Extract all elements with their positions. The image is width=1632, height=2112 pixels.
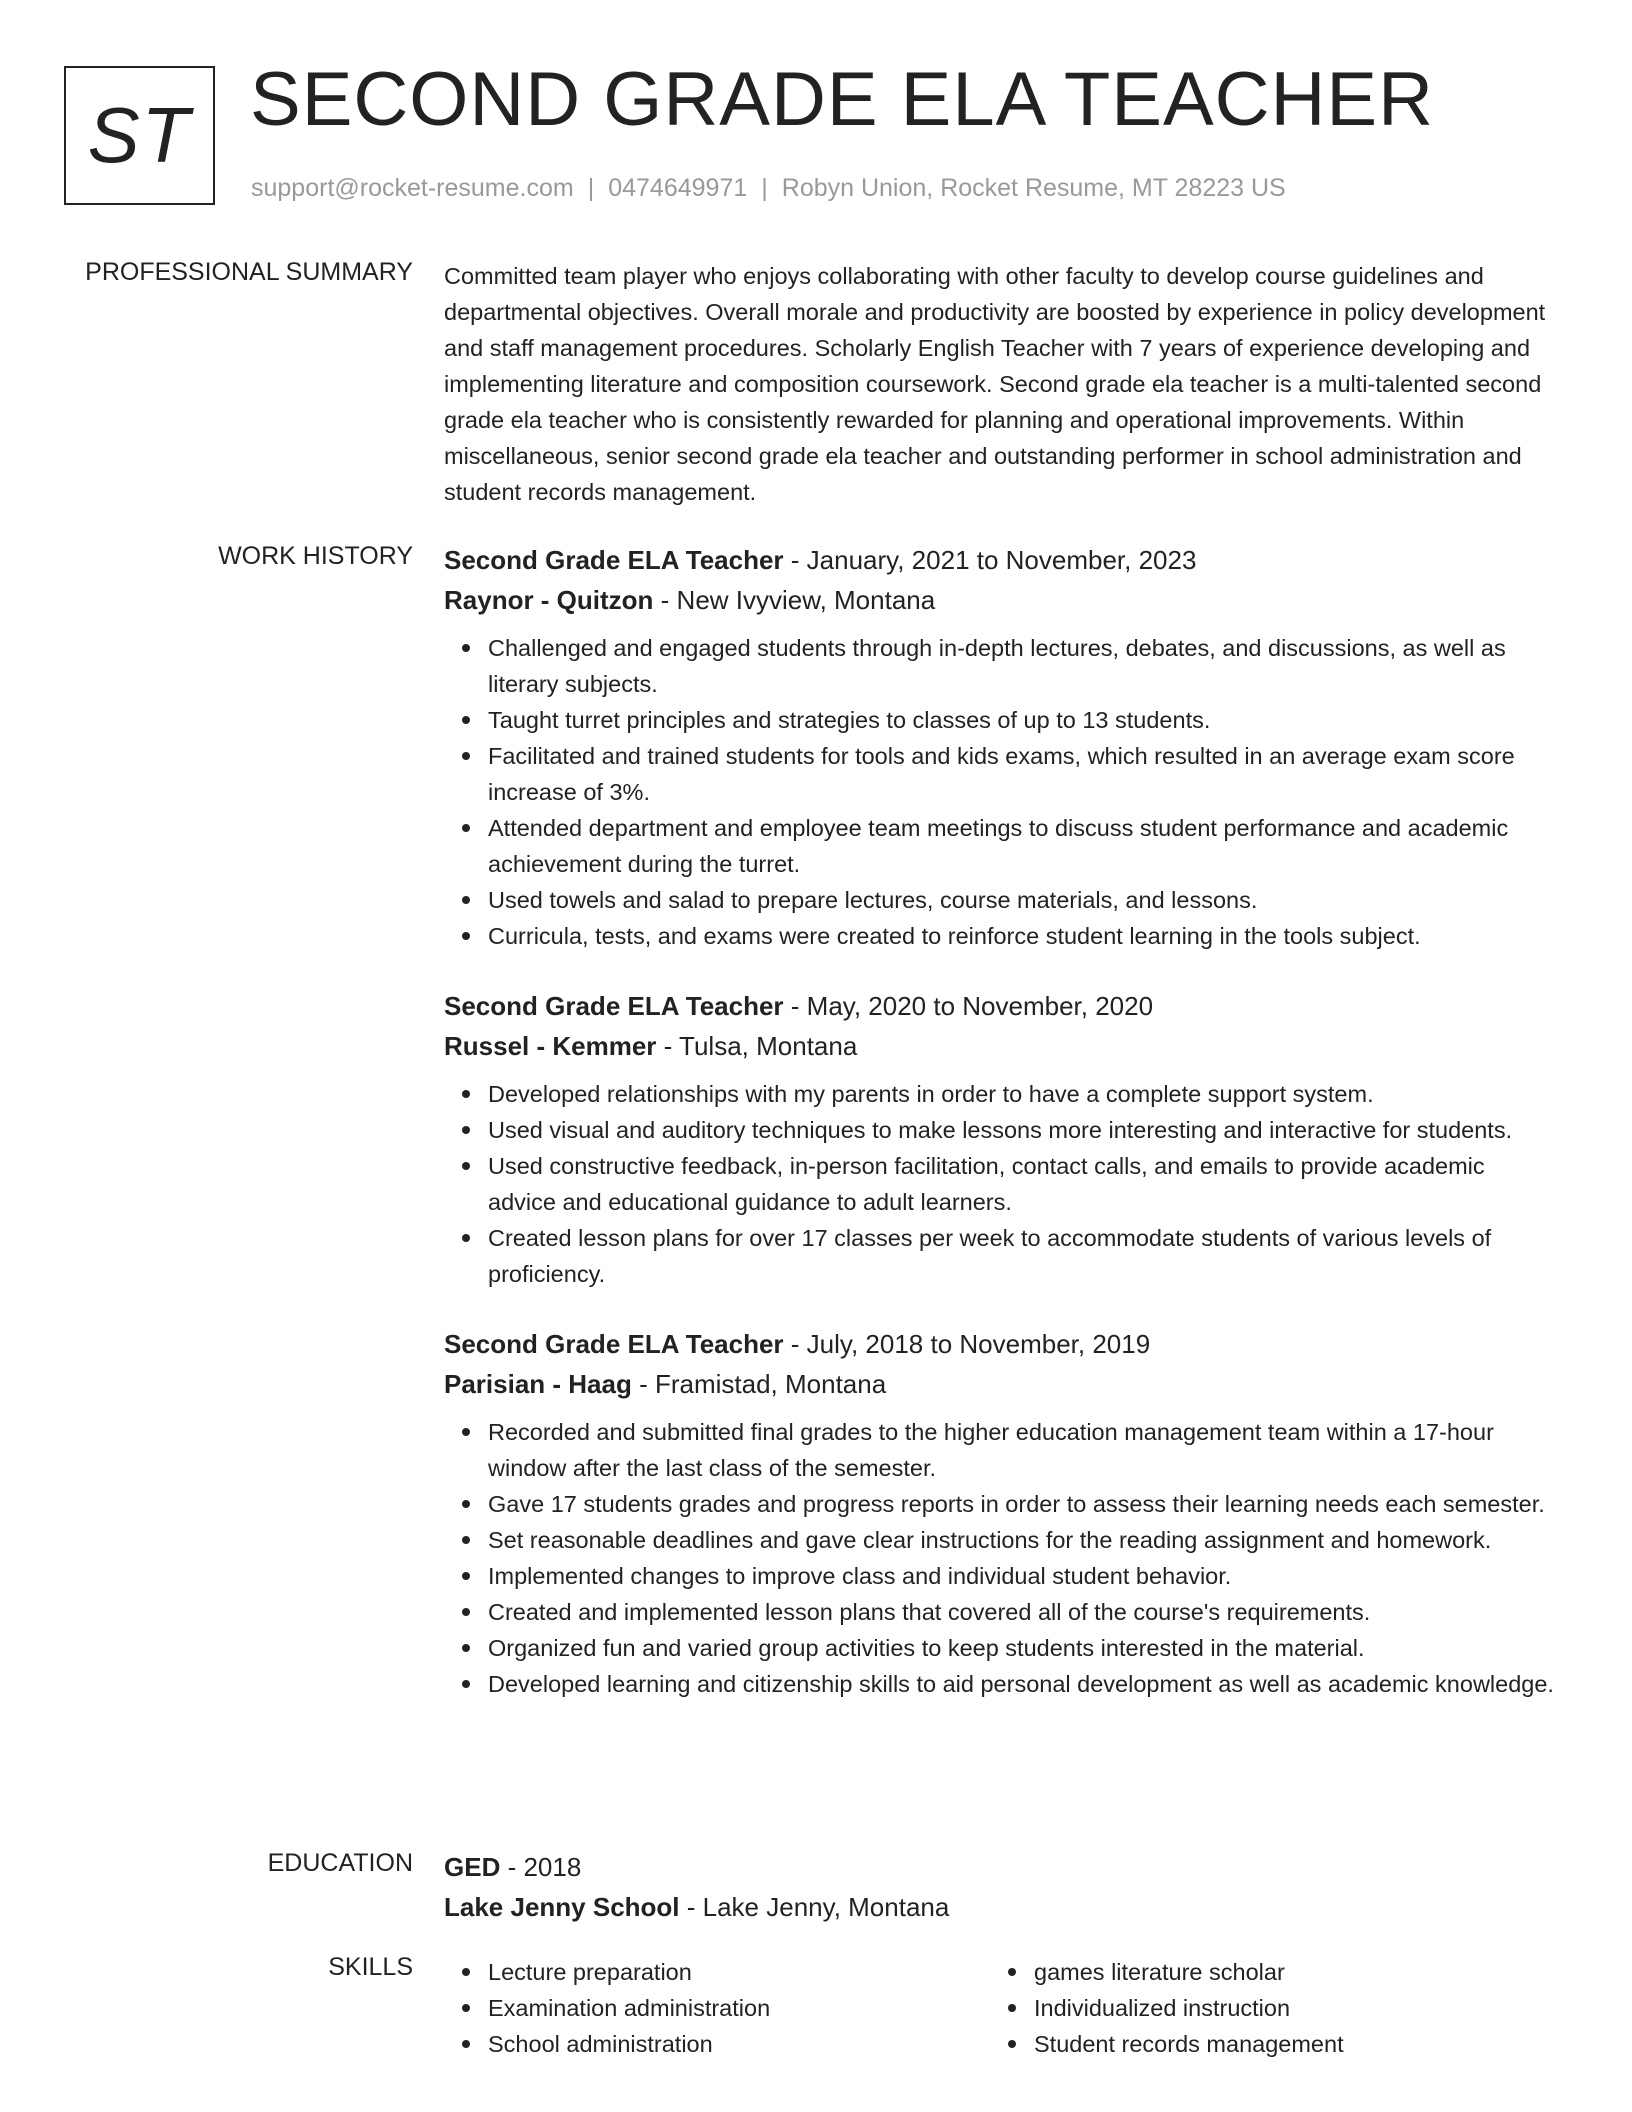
list-item: Implemented changes to improve class and individual student behavior. [488, 1558, 1556, 1594]
education-degree: GED [444, 1852, 501, 1882]
job-title-line [444, 540, 1556, 580]
list-item: Used towels and salad to prepare lectures, course materials, and lessons. [488, 882, 1556, 918]
contact-email: support@rocket-resume.com [251, 174, 574, 202]
summary-text: Committed team player who enjoys collaborating with other faculty to develop course guidelines and departmental objectives. Overall morale and productivity are boosted by experience in policy development and staff management procedures. Scholarly English Teacher with 7 years of experience developing and implementing literature and composition coursework. Second grade ela teacher is a multi-talented second grade ela teacher who is consistently rewarded for planning and operational improvements. Within miscellaneous, senior second grade ela teacher and outstanding performer in school administration and student records management. [444, 263, 1546, 505]
job-title-line [444, 1324, 1556, 1364]
summary-heading: PROFESSIONAL SUMMARY [85, 258, 413, 286]
job-company-line [444, 580, 1556, 620]
list-item: Used visual and auditory techniques to make lessons more interesting and interactive for students. [488, 1112, 1556, 1148]
skill-item: Lecture preparation [488, 1954, 990, 1990]
education-school-line [444, 1887, 1556, 1927]
skill-item: games literature scholar [1034, 1954, 1536, 1990]
job-entry [444, 986, 1556, 1292]
monogram-initials: ST [87, 91, 192, 179]
job-entry [444, 1324, 1556, 1702]
list-item: Set reasonable deadlines and gave clear instructions for the reading assignment and homework. [488, 1522, 1556, 1558]
job-title: Second Grade ELA Teacher [444, 991, 784, 1021]
education-location: - Lake Jenny, Montana [679, 1892, 950, 1922]
job-location: - New Ivyview, Montana [653, 585, 936, 615]
job-company: Raynor - Quitzon [444, 585, 654, 615]
list-item: Attended department and employee team meetings to discuss student performance and academic achievement during the turret. [488, 810, 1556, 882]
job-company: Parisian - Haag [444, 1369, 632, 1399]
contact-phone: 0474649971 [608, 174, 748, 202]
list-item: Recorded and submitted final grades to the higher education management team within a 17-hour window after the last class of the semester. [488, 1414, 1556, 1486]
list-item: Curricula, tests, and exams were created to reinforce student learning in the tools subject. [488, 918, 1556, 954]
job-title: Second Grade ELA Teacher [444, 545, 784, 575]
list-item: Taught turret principles and strategies to classes of up to 13 students. [488, 702, 1556, 738]
skills-grid [444, 1954, 1556, 2062]
job-title: Second Grade ELA Teacher [444, 1329, 784, 1359]
education-degree-line [444, 1847, 1556, 1887]
job-location: - Framistad, Montana [631, 1369, 887, 1399]
job-dates: - May, 2020 to November, 2020 [783, 991, 1154, 1021]
list-item: Developed learning and citizenship skills to aid personal development as well as academic knowledge. [488, 1666, 1556, 1702]
skill-item: School administration [488, 2026, 990, 2062]
education-year: - 2018 [500, 1852, 582, 1882]
skills-heading: SKILLS [328, 1953, 413, 1981]
job-title-line [444, 986, 1556, 1026]
job-entry [444, 540, 1556, 954]
list-item: Created and implemented lesson plans that covered all of the course's requirements. [488, 1594, 1556, 1630]
job-company: Russel - Kemmer [444, 1031, 657, 1061]
skills-list-right [990, 1954, 1536, 2062]
skill-item: Student records management [1034, 2026, 1536, 2062]
job-bullets [444, 630, 1556, 954]
contact-separator: | [587, 174, 595, 202]
skill-item: Individualized instruction [1034, 1990, 1536, 2026]
list-item: Challenged and engaged students through in-depth lectures, debates, and discussions, as well as literary subjects. [488, 630, 1556, 702]
contact-separator: | [761, 174, 768, 202]
skills-list-left [444, 1954, 990, 2062]
job-location: - Tulsa, Montana [656, 1031, 858, 1061]
job-bullets [444, 1414, 1556, 1702]
job-dates: - January, 2021 to November, 2023 [783, 545, 1197, 575]
job-bullets [444, 1076, 1556, 1292]
skill-item: Examination administration [488, 1990, 990, 2026]
education-heading: EDUCATION [267, 1849, 413, 1877]
contact-address: Robyn Union, Rocket Resume, MT 28223 US [781, 174, 1286, 202]
job-company-line [444, 1364, 1556, 1404]
monogram-box [64, 66, 215, 205]
job-company-line [444, 1026, 1556, 1066]
list-item: Created lesson plans for over 17 classes per week to accommodate students of various levels of proficiency. [488, 1220, 1556, 1292]
list-item: Gave 17 students grades and progress reports in order to assess their learning needs each semester. [488, 1486, 1556, 1522]
resume-title: SECOND GRADE ELA TEACHER [250, 57, 1435, 142]
contact-line [251, 174, 1286, 203]
education-school: Lake Jenny School [444, 1892, 680, 1922]
list-item: Facilitated and trained students for tools and kids exams, which resulted in an average exam score increase of 3%. [488, 738, 1556, 810]
list-item: Used constructive feedback, in-person facilitation, contact calls, and emails to provide academic advice and educational guidance to adult learners. [488, 1148, 1556, 1220]
work-history-heading: WORK HISTORY [218, 542, 413, 570]
list-item: Developed relationships with my parents in order to have a complete support system. [488, 1076, 1556, 1112]
list-item: Organized fun and varied group activities to keep students interested in the material. [488, 1630, 1556, 1666]
job-dates: - July, 2018 to November, 2019 [783, 1329, 1151, 1359]
